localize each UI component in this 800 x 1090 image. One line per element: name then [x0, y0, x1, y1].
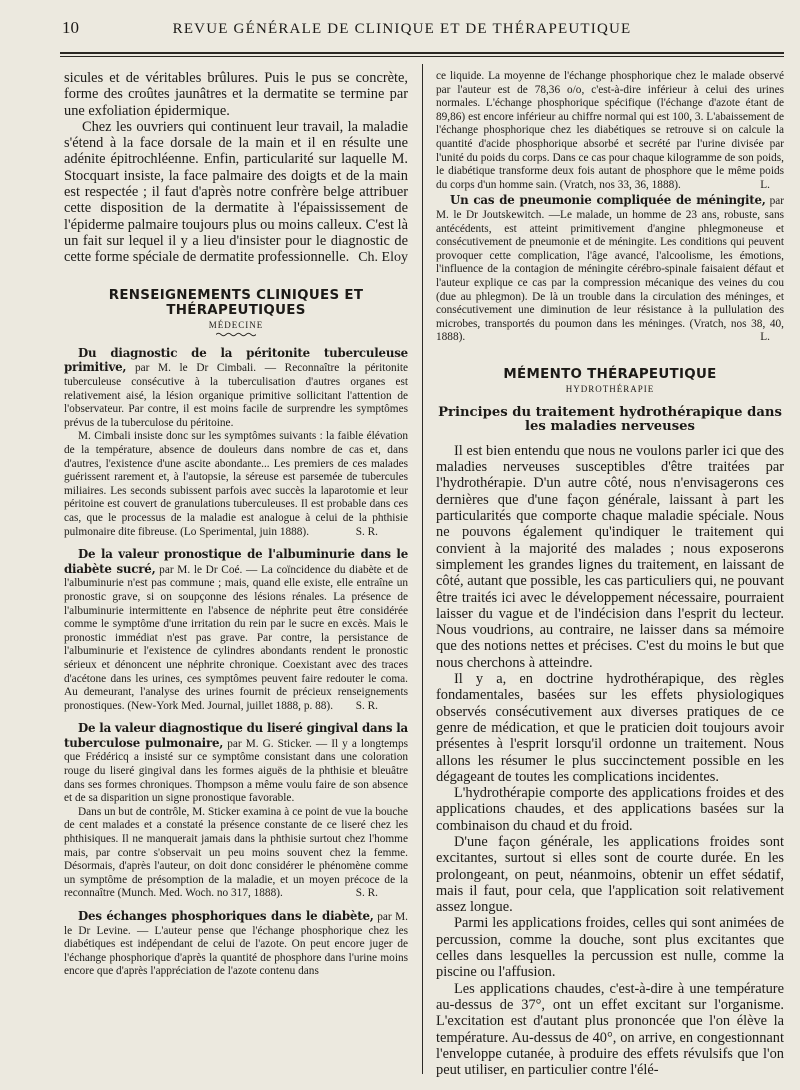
- article-body: par M. le Dr Levine. — L'auteur pense que l'échange phosphorique chez les diabétiques est indépendant de celui de l'azote. On peut encore juger de l'échange phosphorique d'après la quantité de phosphore dans l'urine moins encore que d'après l'appréciation de l'azote contenu dans: [64, 911, 408, 978]
- running-head: [62, 18, 742, 44]
- right-column: [436, 70, 784, 1078]
- section-subtitle: MÉDECINE: [208, 319, 264, 330]
- journal-title: REVUE GÉNÉRALE DE CLINIQUE ET DE THÉRAPEUTIQUE: [172, 21, 632, 37]
- article-body: par M. le Dr Joutskewitch. —Le malade, un homme de 23 ans, robuste, sans antécédents, est atteint primitivement d'angine phlegmoneuse et consécutivement de pneumonie et de méningite. Les conditions qui peuvent provoquer cette complication, l'âge avancé, l'alcoolisme, les émotions, l'influence de la contagion de méningite cérébro-spinale faisaient défaut et l'auteur explique ce cas par la compression mécanique des veines du cou (due au phlegmon). De là un trouble dans la circulation des méninges, et consécutivement une diminution de leur résistance à la pullulation des microbes, transportés du poumon dans les méninges. (Vratch, nos 38, 40, 1888).: [436, 195, 784, 344]
- header-rule-thin: [60, 56, 784, 57]
- header-rule: [60, 52, 784, 54]
- article-body: M. Cimbali insiste donc sur les symptômes suivants : la faible élévation de la température, absence de douleurs dans nombre de cas et, dans d'autres, l'existence d'une ascite abondante... Les premiers de ces malades guérissent rarement et, à l'autopsie, la séreuse est parsemée de tubercules miliaires. Les seconds subissent parfois avec succès la laparotomie et leur péritoine est couvert de granulations tuberculeuses. Il est probable dans ces cas, que le processus de la maladie est analogue à celui de la phthisie pulmonaire dite fibreuse. (Lo Sperimental, juin 1888).: [64, 430, 408, 538]
- memento-subtitle: HYDROTHÉRAPIE: [565, 383, 655, 394]
- article-signature: S. R.: [355, 525, 378, 538]
- article-title: De la valeur pronostique de l'albuminurie dans le diabète sucré,: [64, 547, 408, 576]
- memento-paragraph: Il y a, en doctrine hydrothérapique, des règles fondamentales, basées sur les effets physiologiques observés consécutivement aux diverses pratiques de ce genre de médication, et que le praticien doit toujours avoir présentes à l'esprit lorsqu'il ordonne un traitement. Nous allons les résumer le plus succinctement possible en les dégageant de toutes les complications incidentes.: [436, 671, 784, 785]
- article-body: par M. G. Sticker. — Il y a longtemps que Frédéricq a insisté sur ce symptôme consistant dans une coloration rouge du liseré gingival dans les formes aiguës de la phthisie et bleuâtre dans ses formes chroniques. Thompson a même voulu faire de son absence et de sa disparition un signe pronostique favorable.: [64, 737, 408, 805]
- memento-paragraph: Il est bien entendu que nous ne voulons parler ici que des maladies nerveuses susceptibles d'être traitées par l'hydrothérapie. D'un autre côté, nous n'envisagerons ces dernières que d'une façon générale, laissant à part les particularités que comporte chaque maladie spéciale. Nous ne pouvons également qu'indiquer le traitement qui convient à la majorité des malades ; nous exposerons simplement les grandes lignes du traitement, en laissant de côté, autant que possible, les cas particuliers qui, ne pouvant être traités ici avec le développement nécessaire, pourraient laisser du vague et de l'indécision dans l'esprit du lecteur. Nous voudrions, au contraire, ne laisser dans sa mémoire que des notions nettes et précises. C'est du moins le but que nous cherchons à atteindre.: [436, 442, 784, 671]
- article-signature: S. R.: [355, 887, 378, 900]
- section-title: RENSEIGNEMENTS CLINIQUES ET THÉRAPEUTIQUES: [108, 287, 364, 318]
- intro-signature: Ch. Eloy: [358, 249, 408, 265]
- memento-text: [436, 443, 784, 1079]
- article-body: par M. le Dr Cimbali. — Reconnaître la péritonite tuberculeuse consécutive à la tuberculisation d'autres organes est relativement aisé, la lésion organique primitive sollicitant l'attention de l'observateur. Par contre, il est moins facile de surprendre les symptômes prévus de la tuberculose du péritoine.: [64, 362, 408, 429]
- memento-paragraph: D'une façon générale, les applications froides sont excitantes, surtout si elles sont de courte durée. En les prolongeant, on peut, néanmoins, obtenir un effet sédatif, mais il faut, pour cela, que l'application soit relativement assez longue.: [436, 834, 784, 916]
- page-number: 10: [62, 18, 79, 37]
- article-signature: S. R.: [355, 699, 378, 712]
- articles-list: [64, 347, 408, 979]
- memento-heading: Principes du traitement hydrothérapique dans les maladies nerveuses: [438, 404, 782, 435]
- memento-paragraph: Parmi les applications froides, celles qui sont animées de percussion, comme la douche, sont plus excitantes que celles dans lesquelles la percussion est nulle, comme la piscine ou l'affusion.: [436, 915, 784, 981]
- article: [64, 548, 408, 713]
- memento-paragraph: Les applications chaudes, c'est-à-dire à une température au-dessus de 37°, ont un effet excitant sur l'organisme. L'excitation est d'autant plus prononcée que l'on élève la température. Au-dessus de 40°, on arrive, en congestionnant l'enveloppe cutanée, à produire des effets révulsifs que l'on peut utiliser, en particulier contre l'élé-: [436, 980, 784, 1079]
- intro-paragraph: sicules et de véritables brûlures. Puis le pus se concrète, forme des croûtes jaunâtres et la dermatite se termine par une exfoliation épidermique.: [64, 70, 408, 119]
- article-title: Des échanges phosphoriques dans le diabète,: [78, 909, 374, 924]
- column-divider: [422, 64, 423, 1074]
- article-body: Dans un but de contrôle, M. Sticker examina à ce point de vue la bouche de cent malades et a constaté la présence constante de ce liseré chez les phthisiques. Il ne manquerait jamais dans la phthisie surtout chez l'homme mais, par contre s'observait un peu moins souvent chez la femme. Désormais, d'après l'auteur, on doit donc considérer le phénomène comme un symptôme de présomption de la maladie, et un moyen précoce de la reconnaître (Munch. Med. Woch. no 317, 1888).: [64, 805, 408, 900]
- article-title: Du diagnostic de la péritonite tuberculeuse primitive,: [64, 345, 408, 375]
- article: [64, 722, 408, 901]
- intro-paragraph: Chez les ouvriers qui continuent leur travail, la maladie s'étend à la face dorsale de la main et il en résulte une adénite épitrochléenne. Enfin, particularité sur laquelle M. Stocquart insiste, la face palmaire des doigts et de la main est respectée ; il faut d'après notre confrère belge attribuer cette disposition de la dermatite à l'épaississement de l'épiderme palmaire toujours plus ou moins calleux. C'est là un fait sur lequel il y a lieu d'insister pour le diagnostic de cette forme spéciale de dermatite professionnelle.: [64, 118, 408, 266]
- memento-title: MÉMENTO THÉRAPEUTIQUE: [503, 366, 717, 382]
- memento-paragraph: L'hydrothérapie comporte des applications froides et des applications chaudes, et des applications basées sur la combinaison du chaud et du froid.: [436, 785, 784, 834]
- article: [64, 347, 408, 539]
- article-title: Un cas de pneumonie compliquée de méningite,: [450, 193, 766, 208]
- intro-text: [64, 70, 408, 266]
- continuation-signature: L.: [760, 178, 770, 191]
- article-title: De la valeur diagnostique du liseré gingival dans la tuberculose pulmonaire,: [64, 721, 408, 750]
- ornament-squiggle: [216, 332, 256, 337]
- article-signature: L.: [760, 331, 770, 344]
- article: [64, 910, 408, 979]
- article-body: par M. le Dr Coé. — La coïncidence du diabète et de l'albuminurie n'est pas commune ; mais, quand elle existe, elle entraîne un pronostic grave, si on soupçonne des lésions rénales. La présence de l'albuminurie intermittente en l'absence de néphrite peut être considérée comme le symptôme d'une irritation du rein par le sucre en excès. Mais le pronostic immédiat n'est pas grave. Par contre, la persistance de l'albuminurie et l'existence de cylindres abondants rendent le pronostic sérieux et dénoncent une néphrite chronique. Coexistant avec des traces d'acétone dans les urines, ces symptômes peuvent faire redouter le coma. Au demeurant, l'analyse des urines fournit de précieux renseignements pronostiques. (New-York Med. Journal, juillet 1888, p. 88).: [64, 563, 408, 712]
- left-column: [64, 70, 408, 979]
- continuation-text: ce liquide. La moyenne de l'échange phosphorique chez le malade observé par l'auteur est de 78,36 o/o, c'est-à-dire inférieur à celui des urines normales. L'échange phosphorique spécifique (l'échange d'azote étant de 89,86) est encore inférieur au chiffre normal qui est 100, 3. L'abaissement de l'échange phosphorique chez les diabétiques se retrouve si on calcule la quantité d'acide phosphorique absorbé et secrété par l'urine divisée par l'unité du poids du corps. Dans ce cas pour chaque kilogramme de son poids, le diabétique transforme deux fois autant de phosphore que le même poids du corps d'un homme sain. (Vratch, nos 33, 36, 1888).: [436, 70, 784, 191]
- continuation-block: [436, 70, 784, 345]
